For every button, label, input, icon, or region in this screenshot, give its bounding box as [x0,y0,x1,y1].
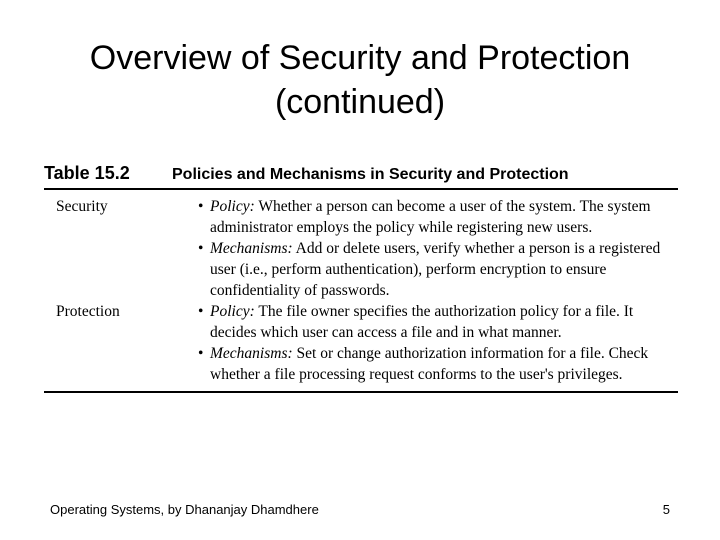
table-row-security [44,190,678,301]
table-number: Table 15.2 [44,163,130,183]
bullet-text [210,343,662,385]
bullet-term: Policy: [210,198,255,215]
row-bullets [194,196,678,301]
row-heading: Security [56,198,108,215]
bullet-dot-icon: • [198,240,204,257]
bullet-text [210,301,662,343]
table-caption [44,162,678,188]
page-number: 5 [662,502,670,517]
bullet-term: Mechanisms: [210,345,293,362]
bullet-item [194,343,678,385]
table-caption-text: Policies and Mechanisms in Security and Protection [172,166,569,183]
bullet-text [210,196,662,238]
table-bottom-rule [44,391,678,393]
bullet-item [194,238,678,301]
slide-title-line-2: (continued) [274,83,446,121]
bullet-description: Add or delete users, verify whether a person is a registered user (i.e., perform authentication), perform encryption to ensure confidentiality of passwords. [210,240,661,299]
bullet-dot-icon: • [198,198,204,215]
slide-title-line-1: Overview of Security and Protection [89,39,631,77]
bullet-text [210,238,662,301]
bullet-description: The file owner specifies the authorization policy for a file. It decides which user can access a file and in what manner. [210,303,634,341]
bullet-description: Set or change authorization information for a file. Check whether a file processing request conforms to the user's privileges. [210,345,649,383]
row-heading: Protection [56,303,120,320]
row-bullets [194,301,678,385]
bullet-dot-icon: • [198,303,204,320]
slide-title [20,36,700,124]
bullet-item [194,301,678,343]
bullet-item [194,196,678,238]
footer-credit: Operating Systems, by Dhananjay Dhamdhere [50,502,319,517]
bullet-description: Whether a person can become a user of the system. The system administrator employs the policy while registering new users. [210,198,651,236]
bullet-term: Policy: [210,303,255,320]
table-row-protection [44,301,678,391]
bullet-term: Mechanisms: [210,240,293,257]
bullet-dot-icon: • [198,345,204,362]
policy-mechanism-table [44,162,678,393]
